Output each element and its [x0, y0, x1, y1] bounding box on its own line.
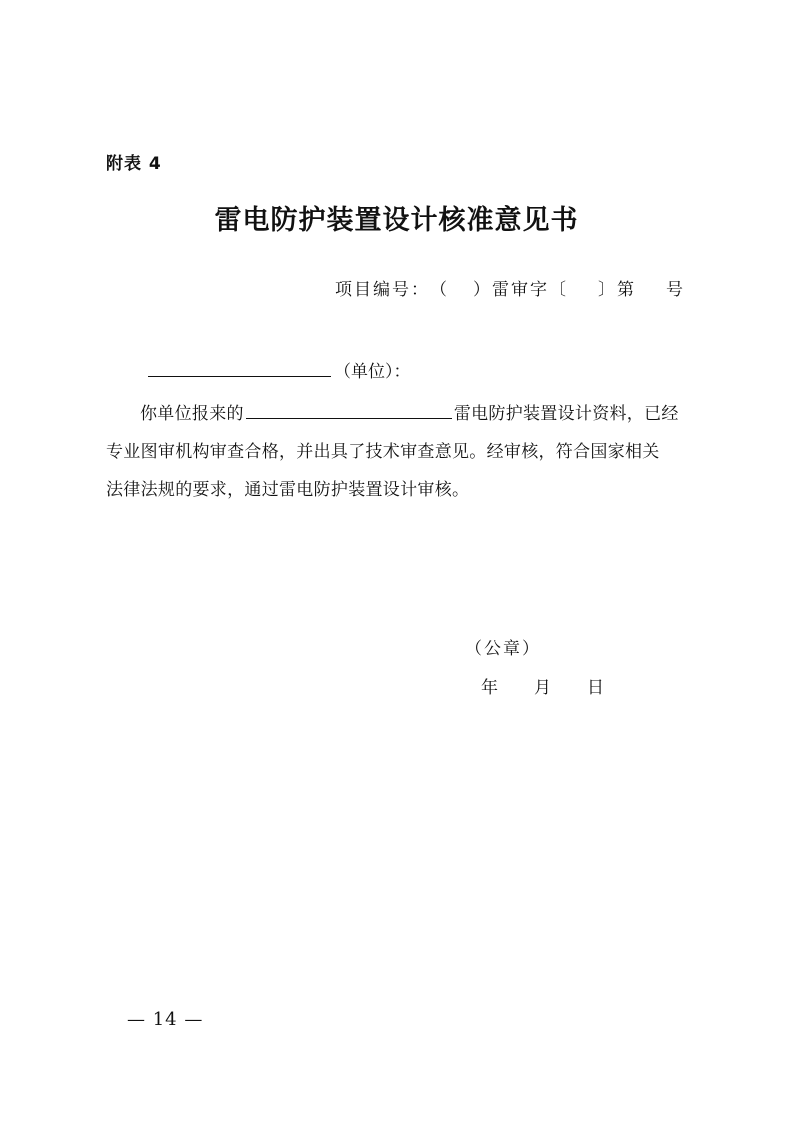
project-number-open-paren: （ — [430, 280, 449, 300]
body-line-1 — [106, 395, 696, 433]
official-seal-label: （公章） — [465, 639, 541, 659]
project-number-review-prefix: ）雷审字〔 — [473, 280, 568, 300]
date-line — [481, 673, 604, 698]
project-number-label: 项目编号： — [335, 280, 430, 300]
body-line-3: 法律法规的要求，通过雷电防护装置设计审核。 — [106, 480, 470, 500]
recipient-unit-suffix: （单位）： — [334, 362, 411, 382]
recipient-unit-line — [148, 357, 411, 382]
project-number-di: 〕第 — [598, 280, 636, 300]
date-day: 日 — [587, 678, 604, 698]
page-number: — 14 — — [127, 1009, 204, 1030]
recipient-unit-blank[interactable] — [148, 360, 331, 377]
document-title: 雷电防护装置设计核准意见书 — [214, 205, 579, 236]
body-line-1-prefix: 你单位报来的 — [140, 404, 244, 424]
project-number-hao: 号 — [666, 280, 685, 300]
project-number-line — [335, 275, 685, 300]
date-year: 年 — [481, 678, 498, 698]
appendix-label: 附表 4 — [106, 154, 162, 174]
project-name-blank[interactable] — [246, 402, 452, 419]
date-month: 月 — [534, 678, 551, 698]
body-line-1-suffix: 雷电防护装置设计资料，已经 — [453, 404, 679, 424]
body-paragraph — [106, 395, 696, 509]
body-line-2: 专业图审机构审查合格，并出具了技术审查意见。经审核，符合国家相关 — [106, 442, 660, 462]
